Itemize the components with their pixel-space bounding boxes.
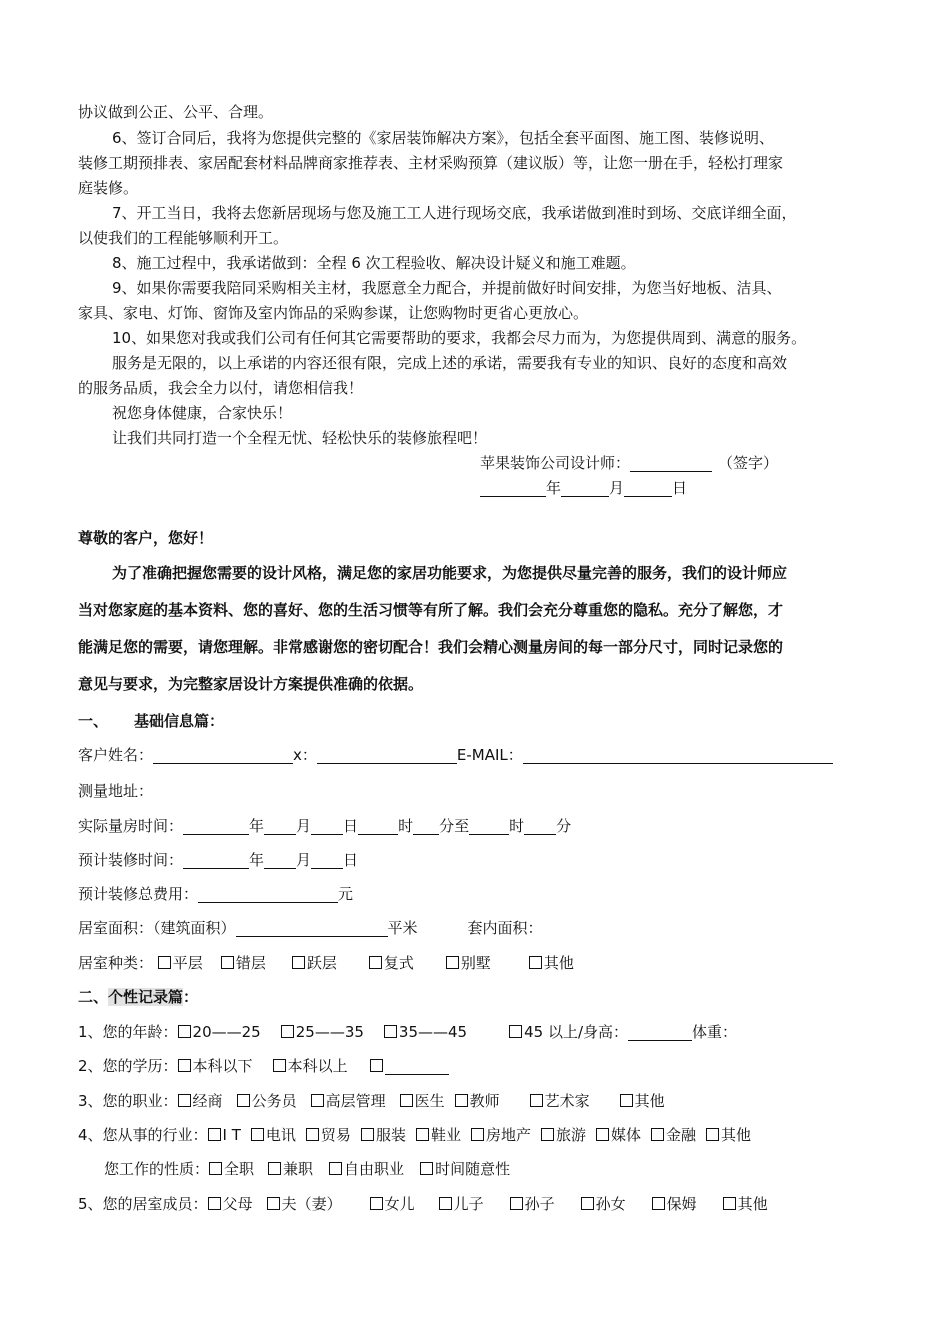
letter-line-1: 协议做到公正、公平、合理。: [78, 103, 274, 121]
member-option[interactable]: [652, 1195, 697, 1213]
checkbox-icon[interactable]: [221, 956, 234, 969]
intro-line-3: 能满足您的需要，请您理解。非常感谢您的密切配合！我们会精心测量房间的每一部分尺寸，同时记录您的: [78, 638, 784, 656]
email-label: E-MAIL：: [456, 746, 523, 764]
checkbox-icon[interactable]: [510, 1197, 523, 1210]
member-option[interactable]: [723, 1195, 768, 1213]
occupation-option-label: 其他: [634, 1092, 665, 1110]
name-label: 客户姓名：: [78, 746, 154, 764]
sign-day-field[interactable]: [624, 480, 672, 497]
occupation-options: [178, 1092, 665, 1110]
month-unit: 月: [609, 479, 625, 497]
industry-option[interactable]: [361, 1126, 406, 1144]
industry-option[interactable]: [251, 1126, 296, 1144]
room-type-option-label: 错层: [235, 954, 266, 972]
education-option-label: 本科以上: [287, 1057, 348, 1075]
occupation-option[interactable]: [237, 1092, 297, 1110]
measure-day-field[interactable]: [311, 818, 343, 835]
promise-7-line-2: 以使我们的工程能够顺利开工。: [78, 229, 289, 247]
age-option-label: 20——25: [192, 1023, 261, 1041]
checkbox-icon[interactable]: [541, 1128, 554, 1141]
checkbox-icon[interactable]: [471, 1128, 484, 1141]
signature-field[interactable]: [630, 455, 712, 472]
room-type-option[interactable]: [221, 954, 266, 972]
age-option[interactable]: [384, 1023, 467, 1041]
checkbox-icon[interactable]: [596, 1128, 609, 1141]
work-type-option[interactable]: [209, 1160, 254, 1178]
industry-row: [78, 1125, 878, 1145]
section-2-title: 个性记录篇: [108, 988, 184, 1006]
measure-end-hour-field[interactable]: [469, 818, 509, 835]
occupation-option[interactable]: [530, 1092, 590, 1110]
member-option-label: 父母: [222, 1195, 253, 1213]
unit-day: 日: [343, 817, 359, 835]
occupation-row: [78, 1091, 878, 1111]
checkbox-icon[interactable]: [416, 1128, 429, 1141]
member-option[interactable]: [370, 1195, 415, 1213]
checkbox-icon[interactable]: [178, 1025, 191, 1038]
occupation-option-label: 公务员: [251, 1092, 297, 1110]
industry-option-label: 电讯: [265, 1126, 296, 1144]
unit-day-2: 日: [343, 851, 359, 869]
checkbox-icon[interactable]: [706, 1128, 719, 1141]
member-option[interactable]: [267, 1195, 342, 1213]
industry-option-label: 鞋业: [430, 1126, 461, 1144]
industry-option-label: 旅游: [555, 1126, 586, 1144]
customer-name-row: [78, 745, 878, 765]
industry-option-label: 房地产: [485, 1126, 531, 1144]
work-type-row: [104, 1159, 904, 1179]
checkbox-icon[interactable]: [292, 956, 305, 969]
wish-line: 祝您身体健康，合家快乐！: [112, 404, 293, 422]
checkbox-icon[interactable]: [509, 1025, 522, 1038]
address-row: [78, 781, 878, 801]
checkbox-icon[interactable]: [251, 1128, 264, 1141]
checkbox-icon[interactable]: [439, 1197, 452, 1210]
measure-month-field[interactable]: [264, 818, 296, 835]
age-label: 1、您的年龄：: [78, 1023, 178, 1041]
education-label: 2、您的学历：: [78, 1057, 178, 1075]
year-unit: 年: [546, 479, 562, 497]
sign-month-field[interactable]: [561, 480, 609, 497]
work-type-option-label: 全职: [224, 1160, 255, 1178]
checkbox-icon[interactable]: [158, 956, 171, 969]
checkbox-icon[interactable]: [306, 1128, 319, 1141]
work-type-option-label: 兼职: [283, 1160, 314, 1178]
member-option[interactable]: [208, 1195, 253, 1213]
industry-option-label: 贸易: [320, 1126, 351, 1144]
checkbox-icon[interactable]: [237, 1094, 250, 1107]
age-option-label: 35——45: [398, 1023, 468, 1041]
checkbox-icon[interactable]: [208, 1128, 221, 1141]
promise-9-line-2: 家具、家电、灯饰、窗饰及室内饰品的采购参谋，让您购物时更省心更放心。: [78, 304, 589, 322]
checkbox-icon[interactable]: [420, 1162, 433, 1175]
age-option-label: 25——35: [295, 1023, 364, 1041]
member-option-label: 保姆: [666, 1195, 697, 1213]
room-type-option-label: 平层: [172, 954, 203, 972]
budget-field[interactable]: [198, 886, 338, 903]
checkbox-icon[interactable]: [178, 1059, 191, 1072]
measure-year-field[interactable]: [183, 818, 249, 835]
work-type-option[interactable]: [268, 1160, 313, 1178]
area-unit: 平米: [387, 919, 418, 937]
member-option[interactable]: [510, 1195, 555, 1213]
promise-8: 8、施工过程中，我承诺做到：全程 6 次工程验收、解决设计疑义和施工难题。: [112, 254, 636, 272]
checkbox-icon[interactable]: [400, 1094, 413, 1107]
height-field[interactable]: [628, 1024, 692, 1041]
industry-option-label: 媒体: [611, 1126, 642, 1144]
checkbox-icon[interactable]: [267, 1197, 280, 1210]
checkbox-icon[interactable]: [329, 1162, 342, 1175]
checkbox-icon[interactable]: [384, 1025, 397, 1038]
industry-option[interactable]: [706, 1126, 751, 1144]
checkbox-icon[interactable]: [361, 1128, 374, 1141]
customer-name-field[interactable]: [153, 747, 293, 764]
age-option[interactable]: [178, 1023, 261, 1041]
room-type-option-label: 别墅: [460, 954, 491, 972]
occupation-option[interactable]: [620, 1092, 665, 1110]
budget-label: 预计装修总费用：: [78, 885, 199, 903]
occupation-option-label: 医生: [414, 1092, 445, 1110]
education-option-label: 本科以下: [192, 1057, 253, 1075]
checkbox-icon[interactable]: [369, 956, 382, 969]
industry-label: 4、您从事的行业：: [78, 1126, 208, 1144]
industry-option-label: 服装: [375, 1126, 406, 1144]
section-2-heading: [78, 987, 878, 1007]
education-options: [178, 1057, 385, 1075]
occupation-option-label: 高层管理: [325, 1092, 386, 1110]
occupation-option[interactable]: [455, 1092, 500, 1110]
education-other-field[interactable]: [385, 1058, 449, 1075]
work-type-option-label: 时间随意性: [435, 1160, 511, 1178]
weight-label: 体重：: [692, 1023, 738, 1041]
industry-option[interactable]: [596, 1126, 641, 1144]
promise-10: 10、如果您对我或我们公司有任何其它需要帮助的要求，我都会尽力而为，为您提供周到、满意的服务。: [112, 329, 807, 347]
checkbox-icon[interactable]: [455, 1094, 468, 1107]
promise-6-line-3: 庭装修。: [78, 179, 139, 197]
checkbox-icon[interactable]: [273, 1059, 286, 1072]
room-type-row: [78, 953, 878, 973]
section-1-title: 基础信息篇：: [134, 712, 225, 730]
area-field[interactable]: [236, 920, 388, 937]
checkbox-icon[interactable]: [652, 1197, 665, 1210]
occupation-option-label: 教师: [469, 1092, 500, 1110]
room-type-option-label: 复式: [383, 954, 414, 972]
room-type-option[interactable]: [292, 954, 337, 972]
day-unit: 日: [672, 479, 688, 497]
checkbox-icon[interactable]: [446, 956, 459, 969]
industry-option[interactable]: [471, 1126, 531, 1144]
budget-row: [78, 884, 878, 904]
signature-date-line: [480, 478, 687, 498]
age-row: [78, 1022, 878, 1042]
checkbox-icon[interactable]: [530, 1094, 543, 1107]
promise-6-line-1: 6、签订合同后，我将为您提供完整的《家居装饰解决方案》，包括全套平面图、施工图、装修说明、: [112, 129, 775, 147]
promise-9-line-1: 9、如果你需要我陪同采购相关主材，我愿意全力配合，并提前做好时间安排，为您当好地板、洁具、: [112, 279, 782, 297]
unit-min: 分: [556, 817, 572, 835]
section-1-heading: [78, 711, 878, 731]
member-option-label: 女儿: [384, 1195, 415, 1213]
designer-signature-line: [480, 453, 778, 473]
members-label: 5、您的居室成员：: [78, 1195, 208, 1213]
signature-suffix: （签字）: [718, 454, 779, 472]
checkbox-icon[interactable]: [370, 1197, 383, 1210]
measure-time-row: [78, 816, 878, 836]
reno-label: 预计装修时间：: [78, 851, 184, 869]
occupation-option[interactable]: [178, 1092, 223, 1110]
room-type-options: [158, 954, 574, 972]
checkbox-icon[interactable]: [370, 1059, 383, 1072]
age-option[interactable]: [281, 1023, 364, 1041]
industry-option[interactable]: [651, 1126, 696, 1144]
intro-line-2: 当对您家庭的基本资料、您的喜好、您的生活习惯等有所了解。我们会充分尊重您的隐私。充分了解您，才: [78, 601, 784, 619]
checkbox-icon[interactable]: [651, 1128, 664, 1141]
occupation-option[interactable]: [400, 1092, 445, 1110]
room-type-option[interactable]: [529, 954, 574, 972]
occupation-option-label: 艺术家: [544, 1092, 590, 1110]
room-type-option[interactable]: [446, 954, 491, 972]
checkbox-icon[interactable]: [178, 1094, 191, 1107]
unit-year: 年: [249, 817, 265, 835]
email-field[interactable]: [523, 747, 833, 764]
education-option[interactable]: [370, 1057, 385, 1075]
unit-hour: 时: [398, 817, 414, 835]
occupation-option[interactable]: [311, 1092, 386, 1110]
industry-option-label: 其他: [721, 1126, 752, 1144]
service-line-2: 的服务品质，我会全力以付，请您相信我！: [78, 379, 364, 397]
area-label: 居室面积：（建筑面积）: [78, 919, 236, 937]
checkbox-icon[interactable]: [208, 1197, 221, 1210]
members-options: [208, 1195, 768, 1213]
industry-option-label: 金融: [666, 1126, 697, 1144]
checkbox-icon[interactable]: [581, 1197, 594, 1210]
measure-end-minute-field[interactable]: [524, 818, 556, 835]
education-option[interactable]: [178, 1057, 253, 1075]
budget-unit: 元: [338, 885, 354, 903]
checkbox-icon[interactable]: [311, 1094, 324, 1107]
work-type-label: 您工作的性质：: [104, 1160, 210, 1178]
member-option-label: 夫（妻）: [281, 1195, 342, 1213]
intro-line-1: 为了准确把握您需要的设计风格，满足您的家居功能要求，为您提供尽量完善的服务，我们的设计师应: [112, 564, 788, 582]
occupation-option-label: 经商: [192, 1092, 223, 1110]
closing-line: 让我们共同打造一个全程无忧、轻松快乐的装修旅程吧！: [112, 429, 488, 447]
x-field[interactable]: [317, 747, 457, 764]
address-label: 测量地址：: [78, 782, 154, 800]
unit-min-to: 分至: [439, 817, 470, 835]
age-option[interactable]: [509, 1023, 628, 1041]
household-members-row: [78, 1194, 878, 1214]
age-option-label: 45 以上/身高：: [524, 1023, 629, 1041]
industry-option[interactable]: [416, 1126, 461, 1144]
checkbox-icon[interactable]: [723, 1197, 736, 1210]
checkbox-icon[interactable]: [209, 1162, 222, 1175]
room-type-option[interactable]: [369, 954, 414, 972]
industry-option[interactable]: [541, 1126, 586, 1144]
member-option[interactable]: [581, 1195, 626, 1213]
member-option[interactable]: [439, 1195, 484, 1213]
measure-minute-field[interactable]: [413, 818, 439, 835]
industry-option[interactable]: [208, 1126, 241, 1144]
measure-label: 实际量房时间：: [78, 817, 184, 835]
measure-hour-field[interactable]: [358, 818, 398, 835]
greeting: 尊敬的客户，您好！: [78, 529, 214, 547]
intro-line-4: 意见与要求，为完整家居设计方案提供准确的依据。: [78, 675, 424, 693]
occupation-label: 3、您的职业：: [78, 1092, 178, 1110]
section-2-colon: ：: [183, 988, 199, 1006]
sign-year-field[interactable]: [480, 480, 546, 497]
room-type-option-label: 跃层: [306, 954, 337, 972]
inner-area-label: 套内面积：: [467, 919, 543, 937]
room-type-option-label: 其他: [543, 954, 574, 972]
unit-month: 月: [296, 817, 312, 835]
work-type-options: [209, 1160, 510, 1178]
unit-hour-2: 时: [509, 817, 525, 835]
section-1-number: 一、: [78, 712, 109, 730]
checkbox-icon[interactable]: [281, 1025, 294, 1038]
room-type-label: 居室种类：: [78, 954, 154, 972]
reno-month-field[interactable]: [264, 852, 296, 869]
signature-label: 苹果装饰公司设计师：: [480, 454, 631, 472]
member-option-label: 儿子: [453, 1195, 484, 1213]
industry-option[interactable]: [306, 1126, 351, 1144]
industry-option-label: I T: [222, 1126, 241, 1144]
section-2-number: 二、: [78, 988, 109, 1006]
work-type-option[interactable]: [420, 1160, 510, 1178]
work-type-option-label: 自由职业: [344, 1160, 405, 1178]
member-option-label: 孙子: [524, 1195, 555, 1213]
promise-6-line-2: 装修工期预排表、家居配套材料品牌商家推荐表、主材采购预算（建议版）等，让您一册在手，轻松打理家: [78, 154, 784, 172]
member-option-label: 孙女: [595, 1195, 626, 1213]
checkbox-icon[interactable]: [268, 1162, 281, 1175]
area-row: [78, 918, 878, 938]
renovation-time-row: [78, 850, 878, 870]
education-option[interactable]: [273, 1057, 348, 1075]
room-type-option[interactable]: [158, 954, 203, 972]
education-row: [78, 1056, 878, 1076]
x-label: x：: [293, 746, 317, 764]
reno-day-field[interactable]: [311, 852, 343, 869]
member-option-label: 其他: [737, 1195, 768, 1213]
checkbox-icon[interactable]: [529, 956, 542, 969]
reno-year-field[interactable]: [183, 852, 249, 869]
checkbox-icon[interactable]: [620, 1094, 633, 1107]
unit-year-2: 年: [249, 851, 265, 869]
promise-7-line-1: 7、开工当日，我将去您新居现场与您及施工工人进行现场交底，我承诺做到准时到场、交底详细全面，: [112, 204, 797, 222]
age-options: [178, 1023, 628, 1041]
work-type-option[interactable]: [329, 1160, 404, 1178]
unit-month-2: 月: [296, 851, 312, 869]
service-line-1: 服务是无限的，以上承诺的内容还很有限，完成上述的承诺，需要我有专业的知识、良好的态度和高效: [112, 354, 788, 372]
industry-options: [208, 1126, 752, 1144]
